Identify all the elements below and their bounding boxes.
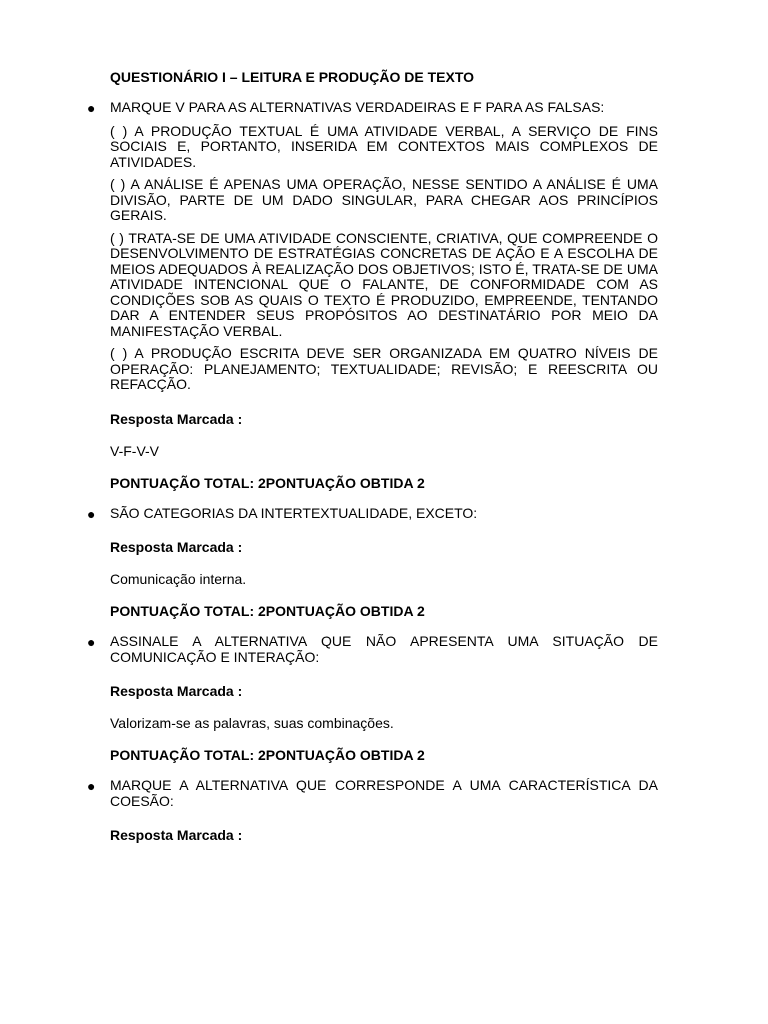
bullet-icon: ● bbox=[87, 100, 96, 116]
question-3 bbox=[87, 633, 658, 764]
bullet-icon: ● bbox=[87, 505, 96, 522]
option-4: ( ) A PRODUÇÃO ESCRITA DEVE SER ORGANIZADA EM QUATRO NÍVEIS DE OPERAÇÃO: PLANEJAMENTO; TEXTUALIDADE; REVISÃO; E REESCRITA OU REFACÇÃO. bbox=[110, 345, 658, 392]
document-page bbox=[87, 68, 658, 858]
score-line: PONTUAÇÃO TOTAL: 2PONTUAÇÃO OBTIDA 2 bbox=[110, 474, 425, 491]
question-text: SÃO CATEGORIAS DA INTERTEXTUALIDADE, EXCETO: bbox=[110, 504, 478, 521]
option-2: ( ) A ANÁLISE É APENAS UMA OPERAÇÃO, NESSE SENTIDO A ANÁLISE É UMA DIVISÃO, PARTE DE UM DADO SINGULAR, PARA CHEGAR AOS PRINCÍPIOS GERAIS. bbox=[110, 176, 658, 223]
option-1: ( ) A PRODUÇÃO TEXTUAL É UMA ATIVIDADE VERBAL, A SERVIÇO DE FINS SOCIAIS E, PORTANTO, INSERIDA EM CONTEXTOS MAIS COMPLEXOS DE ATIVIDADES. bbox=[110, 122, 658, 170]
question-4 bbox=[87, 777, 658, 844]
question-1 bbox=[87, 99, 658, 492]
response-label: Resposta Marcada : bbox=[110, 683, 243, 699]
response-label: Resposta Marcada : bbox=[110, 410, 243, 427]
document-title: QUESTIONÁRIO I – LEITURA E PRODUÇÃO DE TEXTO bbox=[110, 69, 475, 85]
option-3: ( ) TRATA-SE DE UMA ATIVIDADE CONSCIENTE, CRIATIVA, QUE COMPREENDE O DESENVOLVIMENTO DE ESTRATÉGIAS CONCRETAS DE AÇÃO E A ESCOLHA DE MEIOS ADEQUADOS À REALIZAÇÃO DOS OBJETIVOS; ISTO É, TRATA-SE DE UMA ATIVIDADE INTENCIONAL QUE O FALANTE, DE CONFORMIDADE COM AS CONDIÇÕES SOB AS QUAIS O TEXTO É PRODUZIDO, EMPREENDE, TENTANDO DAR A ENTENDER SEUS PROPÓSITOS AO DESTINATÁRIO POR MEIO DA MANIFESTAÇÃO VERBAL. bbox=[110, 229, 658, 339]
response-value: Valorizam-se as palavras, suas combinações. bbox=[110, 715, 394, 731]
score-line: PONTUAÇÃO TOTAL: 2PONTUAÇÃO OBTIDA 2 bbox=[110, 603, 425, 619]
question-text: ASSINALE A ALTERNATIVA QUE NÃO APRESENTA UMA SITUAÇÃO DE COMUNICAÇÃO E INTERAÇÃO: bbox=[110, 633, 658, 665]
question-text: MARQUE A ALTERNATIVA QUE CORRESPONDE A UMA CARACTERÍSTICA DA COESÃO: bbox=[110, 777, 658, 809]
response-label: Resposta Marcada : bbox=[110, 539, 243, 555]
question-2 bbox=[87, 504, 658, 621]
bullet-icon: ● bbox=[87, 634, 96, 650]
question-text: MARQUE V PARA AS ALTERNATIVAS VERDADEIRAS E F PARA AS FALSAS: bbox=[110, 99, 605, 115]
bullet-icon: ● bbox=[87, 778, 96, 794]
score-line: PONTUAÇÃO TOTAL: 2PONTUAÇÃO OBTIDA 2 bbox=[110, 747, 425, 763]
response-value: V-F-V-V bbox=[110, 442, 160, 459]
response-value: Comunicação interna. bbox=[110, 571, 247, 587]
response-label: Resposta Marcada : bbox=[110, 827, 243, 843]
